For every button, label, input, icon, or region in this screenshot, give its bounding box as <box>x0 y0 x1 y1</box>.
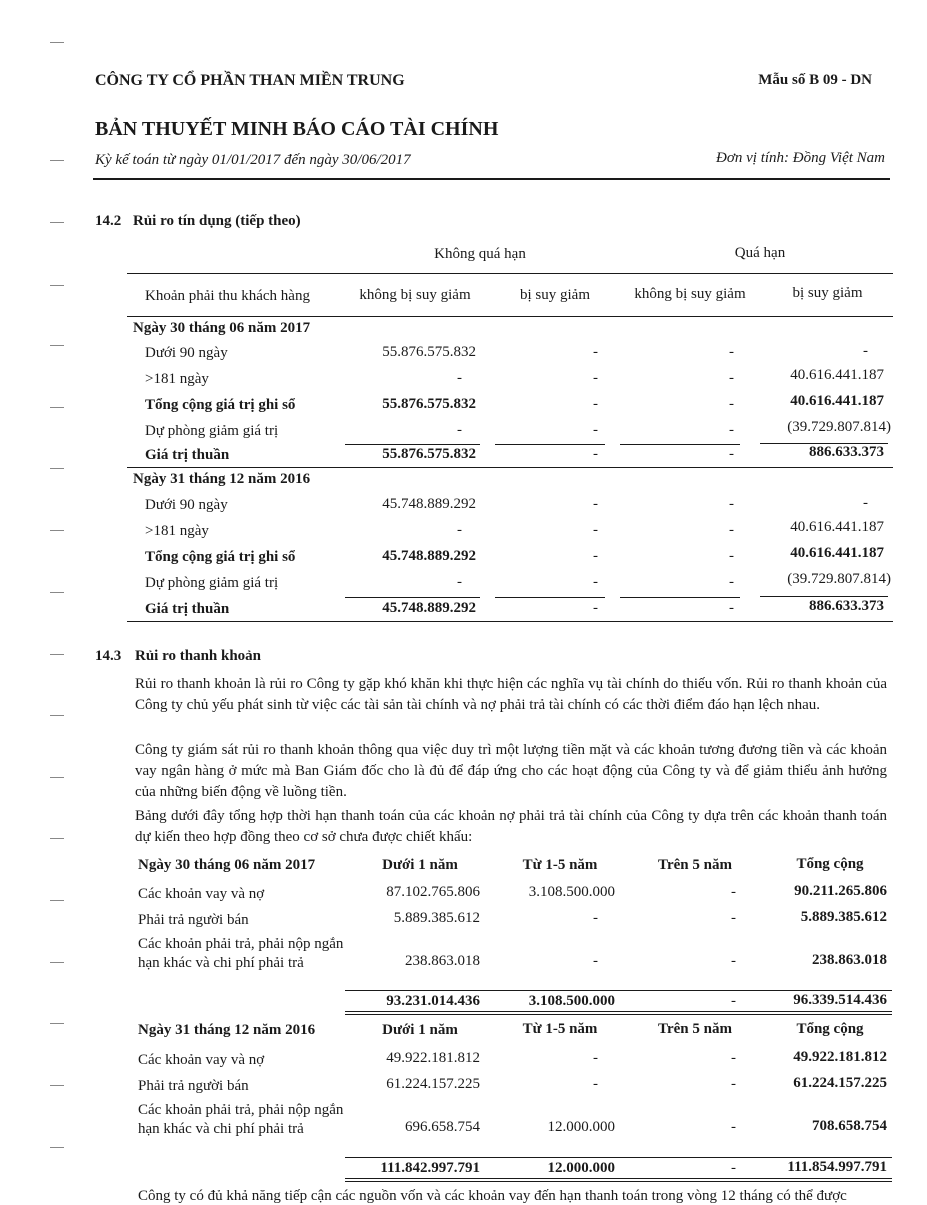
subtotal-rule <box>345 597 480 598</box>
total-cell: - <box>731 1160 736 1176</box>
cell: - <box>729 574 734 590</box>
cell: - <box>593 910 598 926</box>
cell: - <box>593 370 598 386</box>
total-rule <box>345 1011 892 1012</box>
cell: - <box>593 574 598 590</box>
margin-tick <box>50 407 64 408</box>
margin-tick <box>50 900 64 901</box>
document-title: BẢN THUYẾT MINH BÁO CÁO TÀI CHÍNH <box>95 118 499 140</box>
total-cell: 12.000.000 <box>547 1160 615 1176</box>
cell: - <box>593 953 598 969</box>
table-block-title: Ngày 31 tháng 12 năm 2016 <box>138 1022 316 1038</box>
cell: 40.616.441.187 <box>790 519 884 535</box>
cell: - <box>731 953 736 969</box>
cell: 238.863.018 <box>812 952 887 968</box>
row-label: Các khoản phải trả, phải nộp ngắn hạn khác và chi phí phải trả <box>138 1102 344 1137</box>
cell: - <box>593 548 598 564</box>
total-cell: - <box>731 993 736 1009</box>
cell: - <box>729 344 734 360</box>
row-label: Phải trả người bán <box>138 1078 249 1094</box>
cell: - <box>593 1050 598 1066</box>
table-block-title: Ngày 30 tháng 06 năm 2017 <box>133 320 311 336</box>
total-rule <box>345 1181 892 1182</box>
currency-unit: Đơn vị tính: Đồng Việt Nam <box>716 150 885 166</box>
cell: 708.658.754 <box>812 1118 887 1134</box>
row-label: Các khoản phải trả, phải nộp ngắn hạn khác và chi phí phải trả <box>138 936 344 971</box>
cell: - <box>457 370 462 386</box>
row-label: Dưới 90 ngày <box>145 497 228 513</box>
column-header: không bị suy giảm <box>359 287 471 303</box>
cell: - <box>593 1076 598 1092</box>
cell: 90.211.265.806 <box>794 883 887 899</box>
cell: - <box>729 496 734 512</box>
cell: 45.748.889.292 <box>382 548 476 564</box>
paragraph: Rủi ro thanh khoản là rủi ro Công ty gặp khó khăn khi thực hiện các nghĩa vụ tài chính do thiếu vốn. Rủi ro thanh khoản của Công ty chủ yếu phát sinh từ việc các tài sản tài chính và nợ phải trả tài chính có các thời điểm đáo hạn lệch nhau. <box>135 676 887 713</box>
cell: - <box>729 422 734 438</box>
cell: - <box>729 522 734 538</box>
row-label: Giá trị thuần <box>145 601 230 617</box>
cell: 55.876.575.832 <box>382 396 476 412</box>
row-label: Dự phòng giảm giá trị <box>145 575 279 591</box>
total-rule <box>345 1178 892 1179</box>
subtotal-rule <box>345 444 480 445</box>
column-header: Tổng cộng <box>796 856 864 872</box>
cell: - <box>457 522 462 538</box>
cell: 61.224.157.225 <box>386 1076 480 1092</box>
row-label: Dưới 90 ngày <box>145 345 228 361</box>
margin-tick <box>50 838 64 839</box>
cell: 40.616.441.187 <box>790 393 884 409</box>
cell: - <box>863 495 868 511</box>
cell: 87.102.765.806 <box>386 884 480 900</box>
cell: - <box>593 422 598 438</box>
cell: 696.658.754 <box>405 1119 480 1135</box>
cell: - <box>593 522 598 538</box>
column-header: Trên 5 năm <box>658 857 732 873</box>
row-label: Tổng cộng giá trị ghi sổ <box>145 549 296 565</box>
margin-tick <box>50 42 64 43</box>
cell: - <box>593 600 598 616</box>
cell: - <box>729 446 734 462</box>
group-header-overdue: Quá hạn <box>734 245 786 261</box>
table-rule <box>127 316 893 317</box>
table-block-title: Ngày 31 tháng 12 năm 2016 <box>133 471 311 487</box>
cell: 40.616.441.187 <box>790 545 884 561</box>
margin-tick <box>50 592 64 593</box>
margin-tick <box>50 654 64 655</box>
margin-tick <box>50 1085 64 1086</box>
period: Kỳ kế toán từ ngày 01/01/2017 đến ngày 30/06/2017 <box>95 152 411 168</box>
margin-tick <box>50 530 64 531</box>
cell: 5.889.385.612 <box>393 910 480 926</box>
margin-tick <box>50 160 64 161</box>
column-header: Dưới 1 năm <box>382 1022 458 1038</box>
total-cell: 96.339.514.436 <box>793 992 887 1008</box>
row-label: Tổng cộng giá trị ghi sổ <box>145 397 296 413</box>
row-label: >181 ngày <box>145 371 209 387</box>
row-label: Giá trị thuần <box>145 447 230 463</box>
total-cell: 111.842.997.791 <box>380 1160 480 1176</box>
subtotal-rule <box>495 597 605 598</box>
cell: - <box>457 574 462 590</box>
cell: 5.889.385.612 <box>800 909 887 925</box>
header-rule <box>93 178 890 180</box>
cell: - <box>729 600 734 616</box>
column-header: Trên 5 năm <box>658 1021 732 1037</box>
table-rule <box>127 621 893 622</box>
subtotal-rule <box>760 596 888 597</box>
cell: 45.748.889.292 <box>382 600 476 616</box>
table-rule <box>127 467 893 468</box>
cell: 40.616.441.187 <box>790 367 884 383</box>
cell: 3.108.500.000 <box>528 884 615 900</box>
margin-tick <box>50 468 64 469</box>
margin-tick <box>50 715 64 716</box>
cell: - <box>593 496 598 512</box>
margin-tick <box>50 1147 64 1148</box>
cell: - <box>731 1076 736 1092</box>
total-cell: 3.108.500.000 <box>528 993 615 1009</box>
margin-tick <box>50 777 64 778</box>
margin-tick <box>50 962 64 963</box>
total-rule <box>345 1014 892 1015</box>
total-rule <box>345 1157 892 1158</box>
cell: - <box>729 396 734 412</box>
cell: 49.922.181.812 <box>793 1049 887 1065</box>
column-header: Dưới 1 năm <box>382 857 458 873</box>
cell: 61.224.157.225 <box>793 1075 887 1091</box>
cell: 45.748.889.292 <box>382 496 476 512</box>
group-header-not-overdue: Không quá hạn <box>434 246 526 262</box>
cell: - <box>731 910 736 926</box>
row-label: Các khoản vay và nợ <box>138 886 265 902</box>
paragraph: Bảng dưới đây tổng hợp thời hạn thanh toán của các khoản nợ phải trả tài chính của Công ty dựa trên các khoản thanh toán dự kiến theo hợp đồng theo cơ sở chưa được chiết khấu: <box>135 808 887 845</box>
cell: - <box>731 884 736 900</box>
cell: (39.729.807.814) <box>787 571 891 587</box>
column-header: Khoản phải thu khách hàng <box>145 288 310 304</box>
cell: - <box>729 548 734 564</box>
table-block-title: Ngày 30 tháng 06 năm 2017 <box>138 857 316 873</box>
table-rule <box>127 273 893 274</box>
column-header: Từ 1-5 năm <box>522 1021 598 1037</box>
cell: 238.863.018 <box>405 953 480 969</box>
cell: - <box>457 422 462 438</box>
cell: 55.876.575.832 <box>382 344 476 360</box>
cell: - <box>593 446 598 462</box>
column-header: Tổng cộng <box>796 1021 864 1037</box>
cell: - <box>593 344 598 360</box>
section-number: 14.3 <box>95 648 122 664</box>
cell: 55.876.575.832 <box>382 446 476 462</box>
cell: - <box>593 396 598 412</box>
column-header: Từ 1-5 năm <box>522 857 598 873</box>
cell: - <box>729 370 734 386</box>
column-header: bị suy giảm <box>520 287 590 303</box>
subtotal-rule <box>620 597 740 598</box>
column-header: không bị suy giảm <box>634 286 746 302</box>
section-heading: Rủi ro thanh khoản <box>135 648 262 664</box>
total-rule <box>345 990 892 991</box>
total-cell: 93.231.014.436 <box>386 993 480 1009</box>
subtotal-rule <box>620 444 740 445</box>
cell: - <box>863 343 868 359</box>
margin-tick <box>50 1023 64 1024</box>
margin-tick <box>50 345 64 346</box>
subtotal-rule <box>495 444 605 445</box>
section-number: 14.2 <box>95 213 122 229</box>
company-name: CÔNG TY CỔ PHẦN THAN MIỀN TRUNG <box>95 72 405 89</box>
total-cell: 111.854.997.791 <box>787 1159 887 1175</box>
row-label: Các khoản vay và nợ <box>138 1052 265 1068</box>
form-number: Mẫu số B 09 - DN <box>758 72 872 88</box>
cell: 886.633.373 <box>809 598 884 614</box>
column-header: bị suy giảm <box>792 285 863 301</box>
cell: 49.922.181.812 <box>386 1050 480 1066</box>
cell: - <box>731 1119 736 1135</box>
cell: 12.000.000 <box>547 1119 615 1135</box>
cell: 886.633.373 <box>809 444 884 460</box>
paragraph: Công ty giám sát rủi ro thanh khoản thông qua việc duy trì một lượng tiền mặt và các khoản tương đương tiền và các khoản vay ngân hàng ở mức mà Ban Giám đốc cho là đủ để đáp ứng cho các hoạt động của Công ty và để giảm thiểu ảnh hưởng của những biến động về luồng tiền. <box>135 742 887 800</box>
trailing-paragraph: Công ty có đủ khả năng tiếp cận các nguồn vốn và các khoản vay đến hạn thanh toán trong vòng 12 tháng có thể được <box>138 1188 847 1204</box>
row-label: Phải trả người bán <box>138 912 249 928</box>
row-label: Dự phòng giảm giá trị <box>145 423 279 439</box>
section-heading: Rủi ro tín dụng (tiếp theo) <box>133 213 301 229</box>
margin-tick <box>50 285 64 286</box>
cell: - <box>731 1050 736 1066</box>
margin-tick <box>50 222 64 223</box>
cell: (39.729.807.814) <box>787 419 891 435</box>
row-label: >181 ngày <box>145 523 209 539</box>
